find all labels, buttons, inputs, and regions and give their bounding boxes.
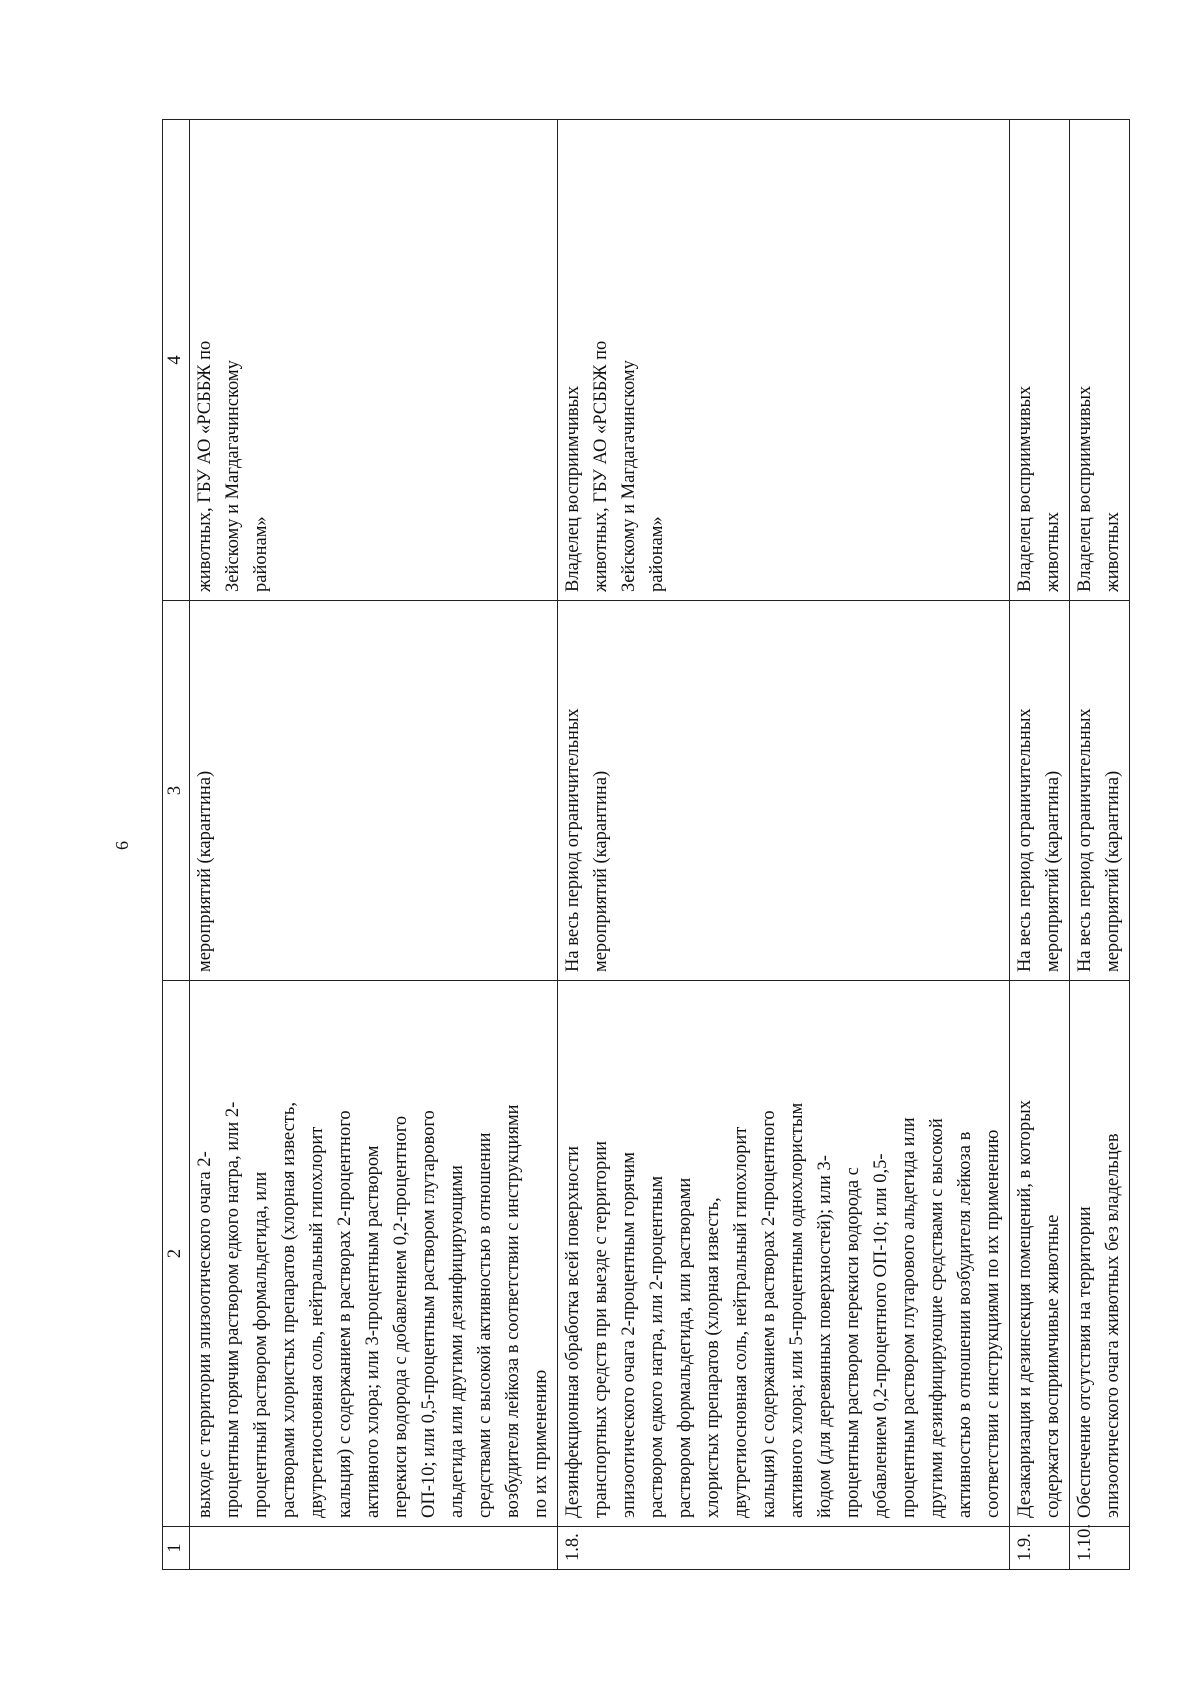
measure-text: Дезакаризация и дезинсекция помещений, в которых содержатся восприимчивые животные [1010, 981, 1070, 1527]
measures-table [162, 119, 1130, 1570]
header-col-1: 1 [163, 1527, 190, 1570]
header-col-3: 3 [163, 601, 190, 981]
responsible-text: Владелец восприимчивых животных [1010, 120, 1070, 601]
period-text: На весь период ограничительных мероприятий (карантина) [1010, 601, 1070, 981]
header-col-4: 4 [163, 120, 190, 601]
table-row [1010, 120, 1070, 1570]
row-number: 1.9. [1010, 1527, 1070, 1570]
period-text: На весь период ограничительных мероприятий (карантина) [558, 601, 1010, 981]
measure-text: Дезинфекционная обработка всей поверхности транспортных средств при выезде с территории эпизоотического очага 2-процентным горячим раствором едкого натра, или 2-процентным раствором формальдегида, или растворами хлористых препаратов (хлорная известь, двутретиосновная соль, нейтральный гипохлорит кальция) с содержанием в растворах 2-процентного активного хлора; или 5-процентным однохлористым йодом (для деревянных поверхностей); или 3- процентным раствором перекиси водорода с добавлением 0,2-процентного ОП-10; или 0,5- процентным раствором глутарового альдегида или другими дезинфицирующие средствами с высокой активностью в отношении возбудителя лейкоза в соответствии с инструкциями по их применению [558, 981, 1010, 1527]
row-number [190, 1527, 558, 1570]
responsible-text: животных, ГБУ АО «РСББЖ по Зейскому и Магдагачинскому районам» [190, 120, 558, 601]
table-row [558, 120, 1010, 1570]
period-text: На весь период ограничительных мероприятий (карантина) [1070, 601, 1130, 981]
table-header-row [163, 120, 190, 1570]
row-number: 1.8. [558, 1527, 1010, 1570]
responsible-text: Владелец восприимчивых животных, ГБУ АО «РСББЖ по Зейскому и Магдагачинскому районам» [558, 120, 1010, 601]
measure-text: выходе с территории эпизоотического очага 2- процентным горячим раствором едкого натра, или 2- процентный раствором формальдегида, или растворами хлористых препаратов (хлорная известь, двутретиосновная соль, нейтральный гипохлорит кальция) с содержанием в растворах 2-процентного активного хлора; или 3-процентным раствором перекиси водорода с добавлением 0,2-процентного ОП-10; или 0,5-процентным раствором глутарового альдегида или другими дезинфицирующими средствами с высокой активностью в отношении возбудителя лейкоза в соответствии с инструкциями по их применению [190, 981, 558, 1527]
header-col-2: 2 [163, 981, 190, 1527]
rotated-table-container [162, 120, 1123, 1570]
responsible-text: Владелец восприимчивых животных [1070, 120, 1130, 601]
table-row [1070, 120, 1130, 1570]
page-number: 6 [112, 841, 132, 850]
table-row [190, 120, 558, 1570]
row-number: 1.10. [1070, 1527, 1130, 1570]
period-text: мероприятий (карантина) [190, 601, 558, 981]
measure-text: Обеспечение отсутствия на территории эпизоотического очага животных без владельцев [1070, 981, 1130, 1527]
